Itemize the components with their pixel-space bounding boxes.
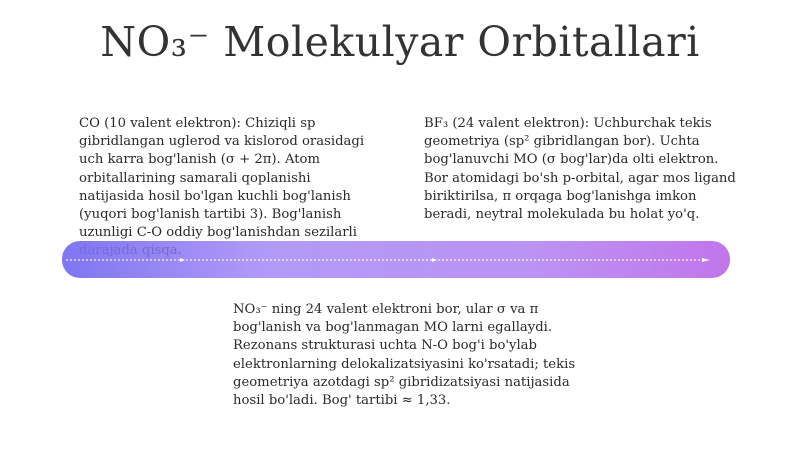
slide-title: NO₃⁻ Molekulyar Orbitallari	[100, 18, 700, 66]
bf3-description: BF₃ (24 valent elektron): Uchburchak tekis geometriya (sp² gibridlangan bor). Uchta bog'lanuvchi MO (σ bog'lar)da olti elektron. Bor atomidagi bo'sh p-orbital, agar mos ligand biriktirilsa, π orqaga bog'lanishga imkon beradi, neytral molekulada bu holat yo'q.	[424, 116, 736, 223]
no3-description: NO₃⁻ ning 24 valent elektroni bor, ular σ va π bog'lanish va bog'lanmagan MO larni egallaydi. Rezonans strukturasi uchta N-O bog'i bo'ylab elektronlarning delokalizatsiyasini ko'rsatadi; tekis geometriya azotdagi sp² gibridizatsiyasi natijasida hosil bo'ladi. Bog' tartibi ≈ 1,33.	[233, 302, 576, 409]
arrow-head-icon	[432, 258, 437, 262]
arrow-head-icon	[180, 258, 185, 262]
dotted-arrow-line	[66, 258, 710, 262]
arrow-head-icon	[702, 258, 710, 262]
co-description: CO (10 valent elektron): Chiziqli sp gibridlangan uglerod va kislorod orasidagi uch karra bog'lanish (σ + 2π). Atom orbitallarining samarali qoplanishi natijasida hosil bo'lgan kuchli bog'lanish (yuqori bog'lanish tartibi 3). Bog'lanish uzunligi C-O oddiy bog'lanishdan sezilarli	[79, 116, 365, 241]
